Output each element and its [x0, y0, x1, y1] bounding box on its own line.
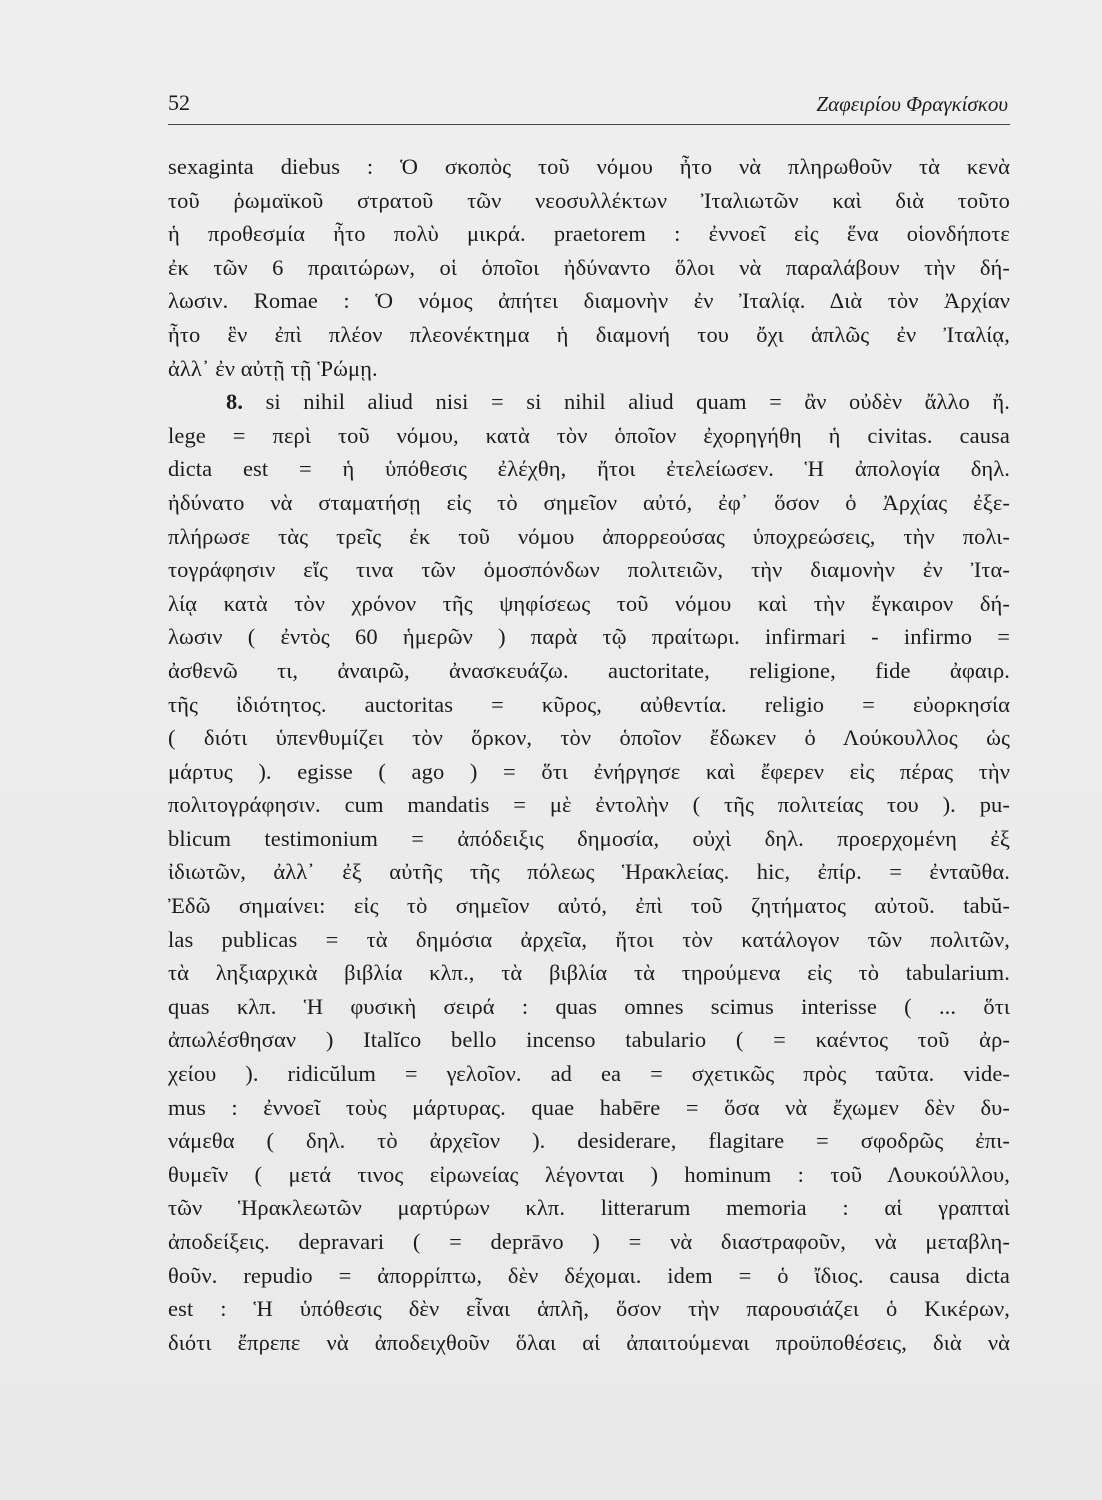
text-line: θοῦν. repudio = ἀπορρίπτω, δὲν δέχομαι. idem = ὁ ἴδιος. causa dicta [168, 1262, 1010, 1288]
page-number: 52 [168, 90, 190, 115]
text-line: ἀλλ᾽ ἐν αὐτῇ τῇ Ῥώμῃ. [168, 355, 378, 381]
text-line: μάρτυς ). egisse ( ago ) = ὅτι ἐνήργησε καὶ ἔφερεν εἰς πέρας τὴν [168, 758, 1010, 784]
text-line: τοῦ ῥωμαϊκοῦ στρατοῦ τῶν νεοσυλλέκτων Ἰταλιωτῶν καὶ διὰ τοῦτο [168, 187, 1010, 213]
body-text [168, 150, 1010, 1359]
text-line: διότι ἔπρεπε νὰ ἀποδειχθοῦν ὅλαι αἱ ἀπαιτούμεναι προϋποθέσεις, διὰ νὰ [168, 1329, 1010, 1355]
text-line: las publicas = τὰ δημόσια ἀρχεῖα, ἤτοι τὸν κατάλογον τῶν πολιτῶν, [168, 926, 1010, 952]
running-title: Ζαφειρίου Φραγκίσκου [816, 92, 1008, 116]
text-line: ( διότι ὑπενθυμίζει τὸν ὅρκον, τὸν ὁποῖον ἔδωκεν ὁ Λούκουλλος ὡς [168, 725, 1010, 751]
text-line: ἀσθενῶ τι, ἀναιρῶ, ἀνασκευάζω. auctoritate, religione, fide ἀφαιρ. [168, 657, 1010, 683]
text-line: τῶν Ἡρακλεωτῶν μαρτύρων κλπ. litterarum memoria : αἱ γραπταὶ [168, 1195, 1010, 1221]
text-line: quas κλπ. Ἡ φυσικὴ σειρά : quas omnes scimus interisse ( ... ὅτι [168, 993, 1010, 1019]
text-line: ἰδιωτῶν, ἀλλ᾽ ἐξ αὐτῆς τῆς πόλεως Ἡρακλείας. hic, ἐπίρ. = ἐνταῦθα. [168, 859, 1010, 885]
text-line: ἀποδείξεις. depravari ( = deprāvo ) = νὰ διαστραφοῦν, νὰ μεταβλη- [168, 1229, 1010, 1254]
text-line: θυμεῖν ( μετά τινος εἰρωνείας λέγονται ) hominum : τοῦ Λουκούλλου, [168, 1161, 1010, 1187]
text-line: νάμεθα ( δηλ. τὸ ἀρχεῖον ). desiderare, flagitare = σφοδρῶς ἐπι- [168, 1128, 1010, 1154]
text-line: ἡ προθεσμία ἦτο πολὺ μικρά. praetorem : ἐννοεῖ εἰς ἕνα οἱονδήποτε [168, 221, 1010, 247]
text-line: λωσιν. Romae : Ὁ νόμος ἀπήτει διαμονὴν ἐν Ἰταλίᾳ. Διὰ τὸν Ἀρχίαν [168, 288, 1010, 314]
text-line: τογράφησιν εἴς τινα τῶν ὁμοσπόνδων πολιτειῶν, τὴν διαμονὴν ἐν Ἰτα- [168, 557, 1010, 583]
text-line: ἐκ τῶν 6 πραιτώρων, οἱ ὁποῖοι ἠδύναντο ὅλοι νὰ παραλάβουν τὴν δή- [168, 254, 1010, 280]
text-line: τῆς ἰδιότητος. auctoritas = κῦρος, αὐθεντία. religio = εὐορκησία [168, 691, 1010, 717]
text-line: λίᾳ κατὰ τὸν χρόνον τῆς ψηφίσεως τοῦ νόμου καὶ τὴν ἔγκαιρον δή- [168, 590, 1010, 616]
text-line: sexaginta diebus : Ὁ σκοπὸς τοῦ νόμου ἦτο νὰ πληρωθοῦν τὰ κενὰ [168, 154, 1010, 179]
text-line: 8. si nihil aliud nisi = si nihil aliud quam = ἂν οὐδὲν ἄλλο ἤ. [226, 389, 1010, 415]
text-line: mus : ἐννοεῖ τοὺς μάρτυρας. quae habēre = ὅσα νὰ ἔχωμεν δὲν δυ- [168, 1094, 1010, 1120]
text-line: blicum testimonium = ἀπόδειξις δημοσία, οὐχὶ δηλ. προερχομένη ἐξ [168, 825, 1010, 851]
text-line: ἠδύνατο νὰ σταματήσῃ εἰς τὸ σημεῖον αὐτό, ἐφ᾽ ὅσον ὁ Ἀρχίας ἐξε- [168, 489, 1010, 515]
text-line: lege = περὶ τοῦ νόμου, κατὰ τὸν ὁποῖον ἐχορηγήθη ἡ civitas. causa [168, 422, 1010, 448]
text-line: est : Ἡ ὑπόθεσις δὲν εἶναι ἁπλῆ, ὅσον τὴν παρουσιάζει ὁ Κικέρων, [168, 1296, 1010, 1322]
text-line: χείου ). ridicŭlum = γελοῖον. ad ea = σχετικῶς πρὸς ταῦτα. vide- [168, 1061, 1010, 1087]
text-line: τὰ ληξιαρχικὰ βιβλία κλπ., τὰ βιβλία τὰ τηρούμενα εἰς τὸ tabularium. [168, 960, 1010, 986]
text-line: ἀπωλέσθησαν ) Italĭco bello incenso tabulario ( = καέντος τοῦ ἀρ- [168, 1027, 1010, 1053]
text-line: dicta est = ἡ ὑπόθεσις ἐλέχθη, ἤτοι ἐτελείωσεν. Ἡ ἀπολογία δηλ. [168, 456, 1010, 482]
text-line: λωσιν ( ἐντὸς 60 ἡμερῶν ) παρὰ τῷ πραίτωρι. infirmari - infirmo = [168, 624, 1010, 650]
page-header [168, 84, 1010, 125]
text-line: ἦτο ἓν ἐπὶ πλέον πλεονέκτημα ἡ διαμονή του ὄχι ἁπλῶς ἐν Ἰταλίᾳ, [168, 321, 1010, 347]
text-line: πολιτογράφησιν. cum mandatis = μὲ ἐντολὴν ( τῆς πολιτείας του ). pu- [168, 792, 1010, 818]
text-line: Ἐδῶ σημαίνει: εἰς τὸ σημεῖον αὐτό, ἐπὶ τοῦ ζητήματος αὐτοῦ. tabŭ- [168, 893, 1010, 919]
text-line: πλήρωσε τὰς τρεῖς ἐκ τοῦ νόμου ἀπορρεούσας ὑποχρεώσεις, τὴν πολι- [168, 523, 1010, 549]
